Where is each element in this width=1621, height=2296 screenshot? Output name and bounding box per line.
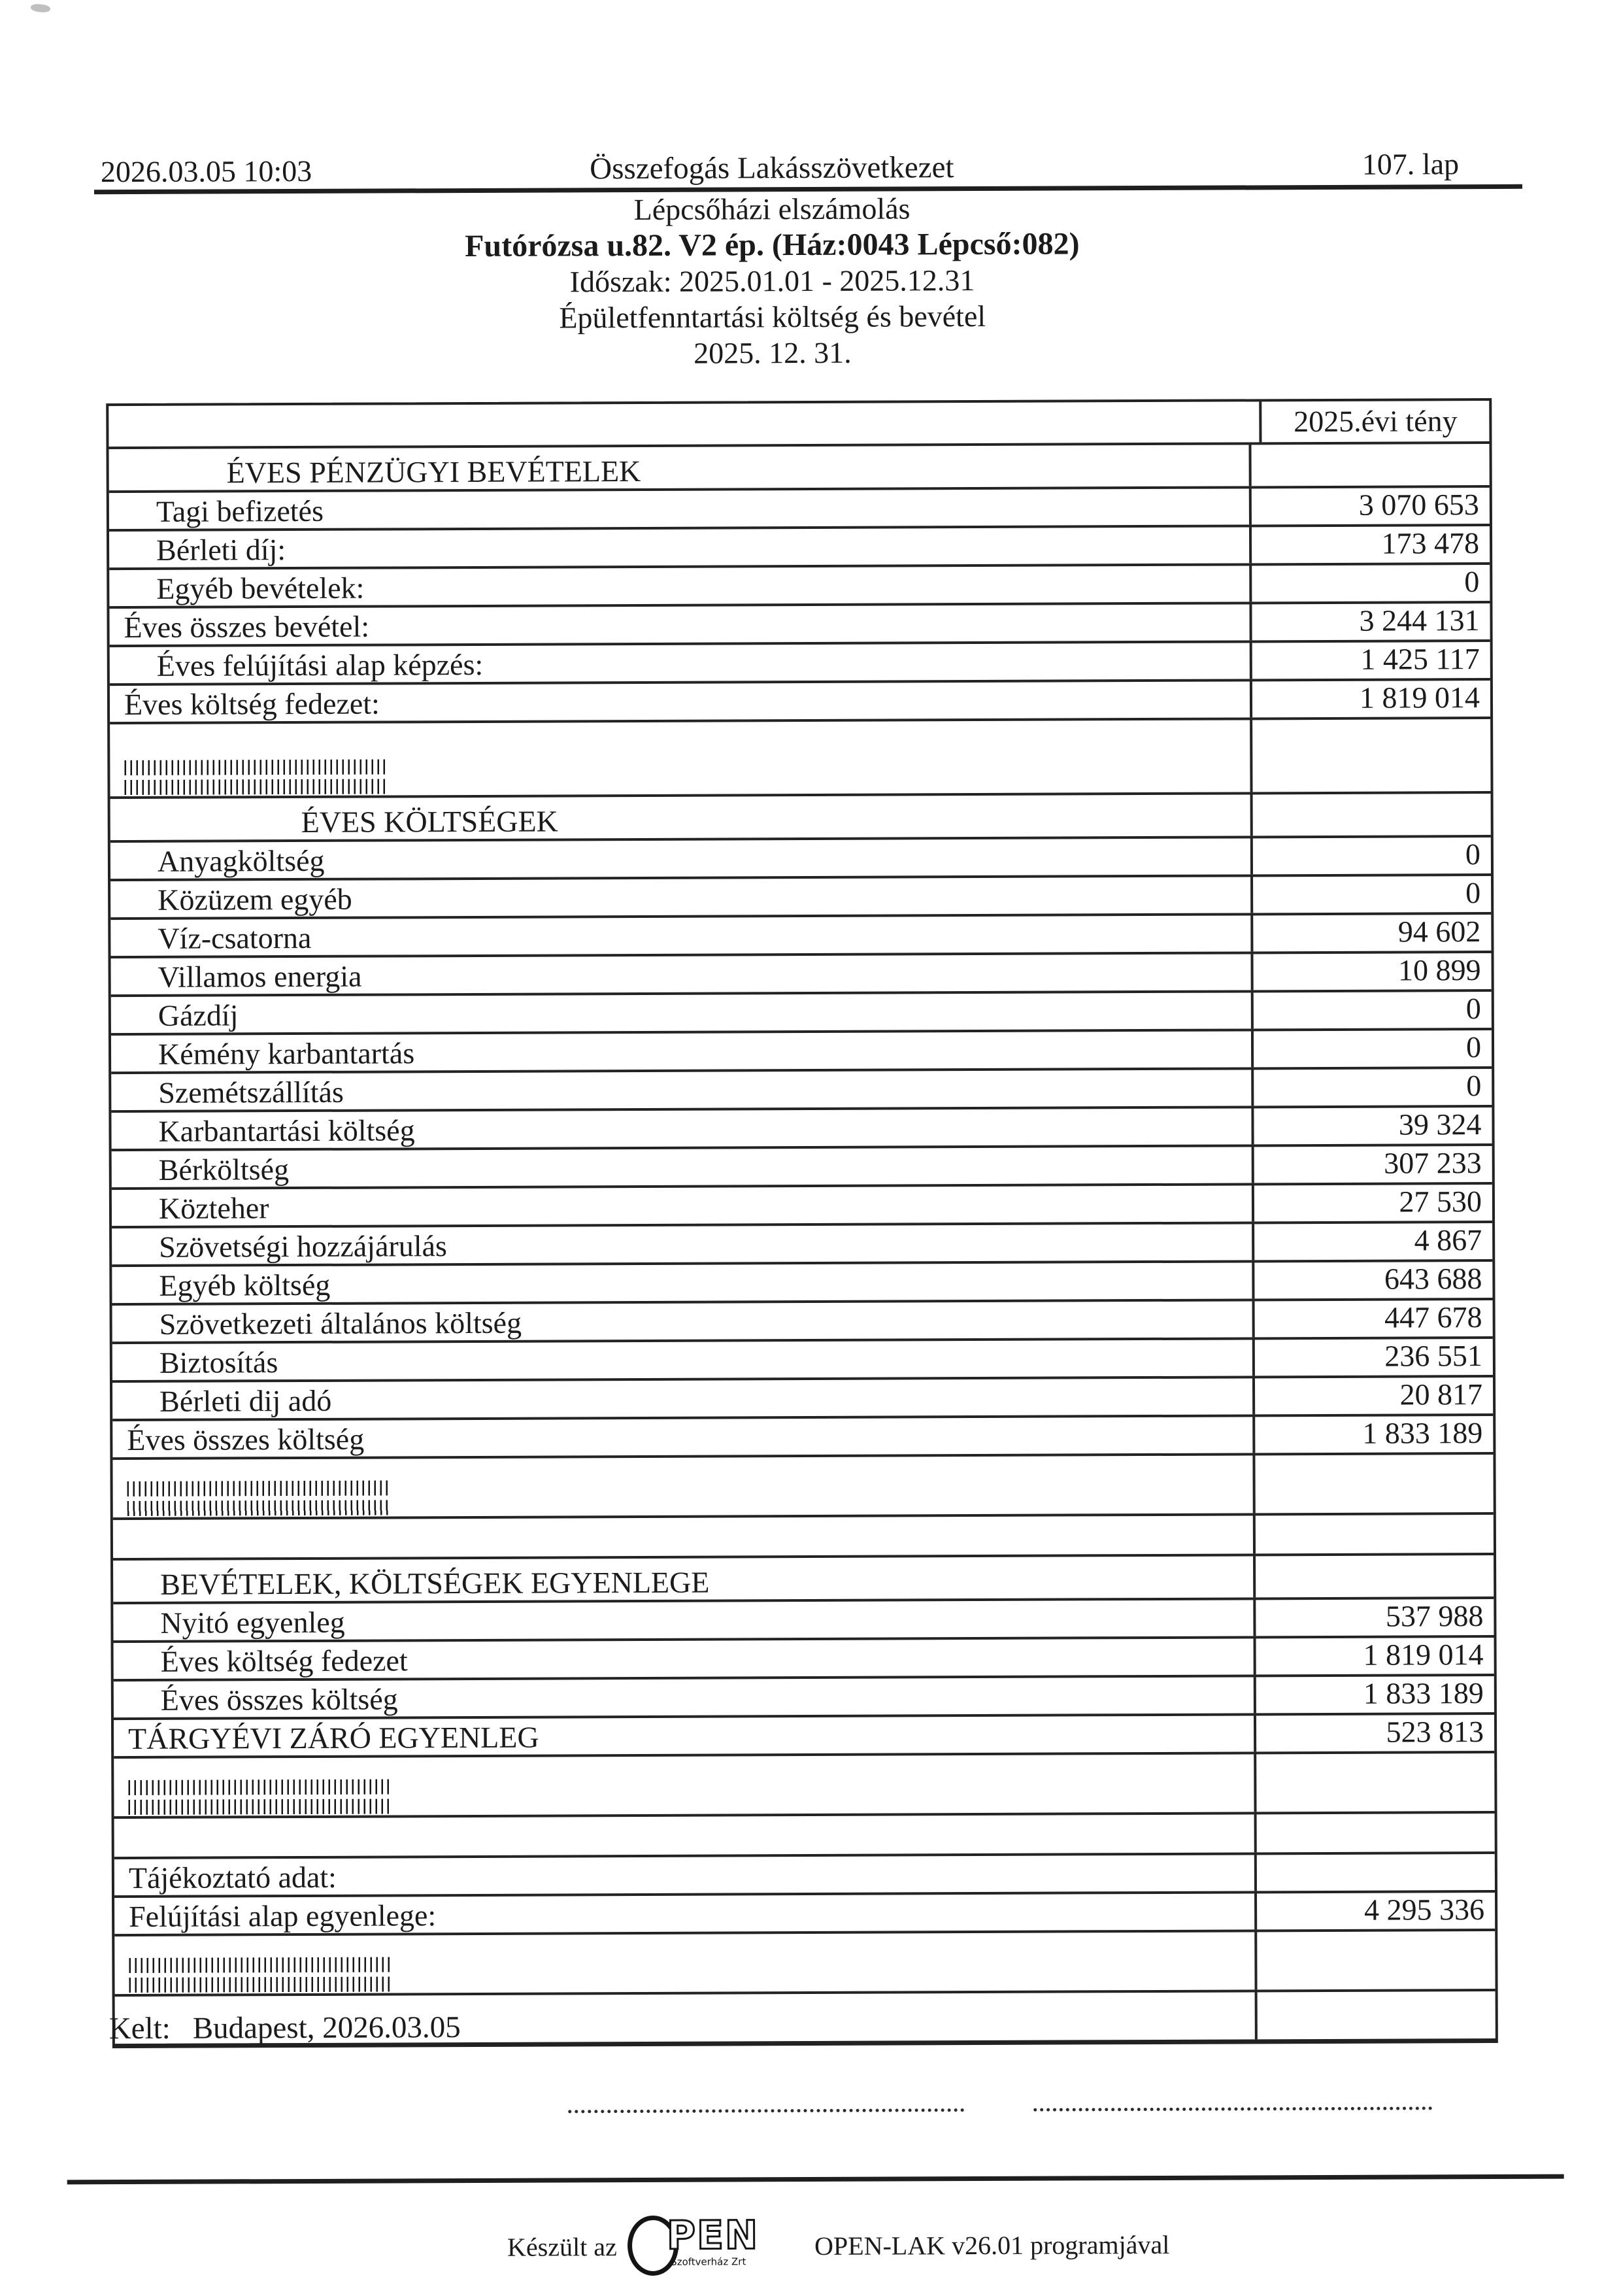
- table-row: [110, 837, 1491, 881]
- row-label: Éves összes költség: [127, 1422, 365, 1457]
- row-label: Éves költség fedezet: [160, 1644, 408, 1678]
- table-row: [111, 1069, 1492, 1113]
- table-section-row: [110, 794, 1491, 843]
- scan-artifact: [30, 3, 50, 13]
- row-label: Közüzem egyéb: [158, 882, 352, 917]
- footer-rule: [67, 2174, 1564, 2185]
- table-row: [114, 1715, 1494, 1759]
- summary-table: [106, 398, 1498, 2048]
- report-subtitle: Épületfenntartási költség és bevétel: [559, 299, 986, 335]
- table-section-row: [109, 444, 1490, 493]
- open-logo-letters: PEN: [666, 2212, 760, 2259]
- row-label: Anyagköltség: [157, 843, 325, 878]
- table-row: [114, 1638, 1494, 1681]
- table-pattern-row: [114, 1753, 1494, 1819]
- table-pattern-row: [110, 719, 1490, 799]
- row-value: 94 602: [1250, 915, 1491, 951]
- section-label: ÉVES PÉNZÜGYI BEVÉTELEK: [226, 454, 641, 490]
- table-row: [113, 1599, 1494, 1643]
- table-row: [110, 876, 1491, 920]
- row-value: 523 813: [1254, 1715, 1494, 1751]
- table-header-row: [109, 401, 1489, 449]
- row-label: Karbantartási költség: [158, 1113, 415, 1148]
- row-value: 4 867: [1252, 1223, 1492, 1260]
- table-row: [114, 1676, 1494, 1720]
- row-label: Tagi befizetés: [156, 494, 324, 528]
- report-title: Lépcsőházi elszámolás: [633, 192, 911, 227]
- table-row: [111, 992, 1492, 1036]
- row-label: Nyitó egyenleg: [160, 1605, 345, 1640]
- row-label: [109, 401, 1259, 447]
- signature-line-2: [1033, 2087, 1432, 2111]
- table-row: [112, 1416, 1493, 1460]
- row-label: Biztosítás: [159, 1345, 278, 1379]
- row-label: Szövetségi hozzájárulás: [159, 1229, 447, 1264]
- row-label: Éves költség fedezet:: [124, 686, 380, 722]
- made-with-prefix: Készült az: [507, 2232, 617, 2262]
- row-label: Éves felújítási alap képzés:: [156, 648, 484, 683]
- row-value: 1 833 189: [1252, 1416, 1493, 1453]
- row-label: Bérleti díj:: [156, 533, 286, 567]
- row-value: 1 833 189: [1254, 1676, 1494, 1713]
- row-label: Éves összes bevétel:: [124, 609, 370, 645]
- table-pattern-row: [112, 1455, 1493, 1520]
- row-value: 0: [1251, 992, 1492, 1028]
- row-value: 0: [1251, 1069, 1492, 1106]
- row-value: 3 070 653: [1249, 488, 1490, 524]
- table-row: [111, 953, 1492, 997]
- row-value: 0: [1251, 1030, 1492, 1067]
- table-empty-row: [113, 1515, 1494, 1561]
- organization-name: Összefogás Lakásszövetkezet: [590, 150, 954, 186]
- row-label: Bérköltség: [158, 1153, 290, 1187]
- table-row: [109, 526, 1490, 570]
- barcode-strip: [129, 1976, 392, 1993]
- row-value: 307 233: [1252, 1146, 1492, 1183]
- table-row: [109, 565, 1490, 609]
- row-value: 39 324: [1251, 1107, 1492, 1144]
- row-value: 20 817: [1252, 1377, 1493, 1414]
- page-number: 107. lap: [1362, 147, 1460, 181]
- row-value: 0: [1250, 876, 1491, 913]
- printed-timestamp: 2026.03.05 10:03: [100, 154, 312, 189]
- row-value: 1 819 014: [1250, 681, 1490, 717]
- table-pattern-row: [114, 1931, 1495, 1997]
- row-value: 3 244 131: [1249, 603, 1490, 640]
- report-date: 2025. 12. 31.: [694, 335, 852, 370]
- table-row: [112, 1223, 1492, 1267]
- row-label: Egyéb bevételek:: [156, 571, 365, 605]
- table-row: [114, 1854, 1495, 1898]
- table-row: [112, 1185, 1492, 1228]
- kelt-label: Kelt:: [109, 2011, 171, 2046]
- title-block: [0, 188, 1619, 374]
- row-label: Szemétszállítás: [158, 1075, 344, 1109]
- row-value: 27 530: [1252, 1185, 1492, 1221]
- row-value: [1254, 1854, 1495, 1891]
- table-row: [112, 1339, 1493, 1383]
- barcode-strip: [129, 1957, 392, 1973]
- table-row: [111, 1030, 1492, 1074]
- barcode-pattern: [129, 1952, 392, 1993]
- row-label: Éves összes költség: [160, 1682, 398, 1717]
- row-label: Egyéb költség: [159, 1268, 331, 1302]
- row-label: TÁRGYÉVI ZÁRÓ EGYENLEG: [127, 1720, 539, 1756]
- row-label: Közteher: [158, 1191, 269, 1225]
- row-value: 1 425 117: [1250, 642, 1490, 679]
- table-row: [114, 1893, 1495, 1936]
- table-row: [110, 642, 1490, 686]
- barcode-pattern: [124, 754, 387, 795]
- table-empty-row: [114, 1814, 1495, 1859]
- value-column-header: 2025.évi tény: [1259, 401, 1489, 442]
- program-name: OPEN-LAK v26.01 programjával: [814, 2229, 1170, 2261]
- table-row: [112, 1262, 1492, 1306]
- row-label: Kémény karbantartás: [158, 1036, 415, 1071]
- report-address: Futórózsa u.82. V2 ép. (Ház:0043 Lépcső:082): [465, 226, 1080, 264]
- report-period: Időszak: 2025.01.01 - 2025.12.31: [569, 263, 975, 299]
- row-value: 643 688: [1252, 1262, 1492, 1298]
- table-row: [112, 1377, 1493, 1421]
- section-label: ÉVES KÖLTSÉGEK: [301, 804, 558, 839]
- row-label: Szövetkezeti általános költség: [159, 1306, 522, 1341]
- row-value: 0: [1249, 565, 1490, 601]
- open-logo: [627, 2212, 791, 2281]
- table-row: [110, 915, 1491, 958]
- barcode-strip: [128, 1779, 391, 1795]
- open-logo-subtext: Szoftverház Zrt: [671, 2255, 746, 2268]
- row-value: 537 988: [1253, 1599, 1494, 1636]
- row-label: Felújítási alap egyenlege:: [129, 1899, 437, 1934]
- row-label: Gázdíj: [158, 998, 239, 1032]
- kelt-value: Budapest, 2026.03.05: [192, 2010, 461, 2046]
- table-row: [111, 1107, 1492, 1151]
- barcode-strip: [127, 1500, 390, 1516]
- signature-line-1: [568, 2089, 964, 2113]
- row-label: Tájékoztató adat:: [128, 1860, 337, 1895]
- row-value: 0: [1250, 837, 1491, 874]
- barcode-pattern: [127, 1476, 390, 1516]
- row-value: 236 551: [1252, 1339, 1493, 1376]
- section-label: BEVÉTELEK, KÖLTSÉGEK EGYENLEGE: [160, 1565, 710, 1601]
- table-row: [112, 1300, 1493, 1344]
- row-value: 447 678: [1252, 1300, 1493, 1337]
- barcode-strip: [127, 1480, 390, 1496]
- row-label: Bérleti dij adó: [159, 1383, 332, 1418]
- barcode-strip: [124, 759, 387, 775]
- table-section-row: [113, 1555, 1494, 1604]
- row-value: 173 478: [1249, 526, 1490, 563]
- row-value: 10 899: [1250, 953, 1491, 990]
- row-label: Víz-csatorna: [158, 921, 312, 955]
- barcode-strip: [124, 779, 387, 795]
- table-row: [109, 488, 1490, 532]
- table-row: [109, 603, 1490, 647]
- row-value: 4 295 336: [1254, 1893, 1495, 1929]
- table-row: [112, 1146, 1492, 1190]
- table-row: [110, 681, 1490, 724]
- barcode-pattern: [128, 1774, 391, 1815]
- barcode-strip: [128, 1798, 391, 1815]
- date-line: [109, 2010, 461, 2046]
- row-value: 1 819 014: [1254, 1638, 1494, 1674]
- row-label: Villamos energia: [158, 959, 362, 994]
